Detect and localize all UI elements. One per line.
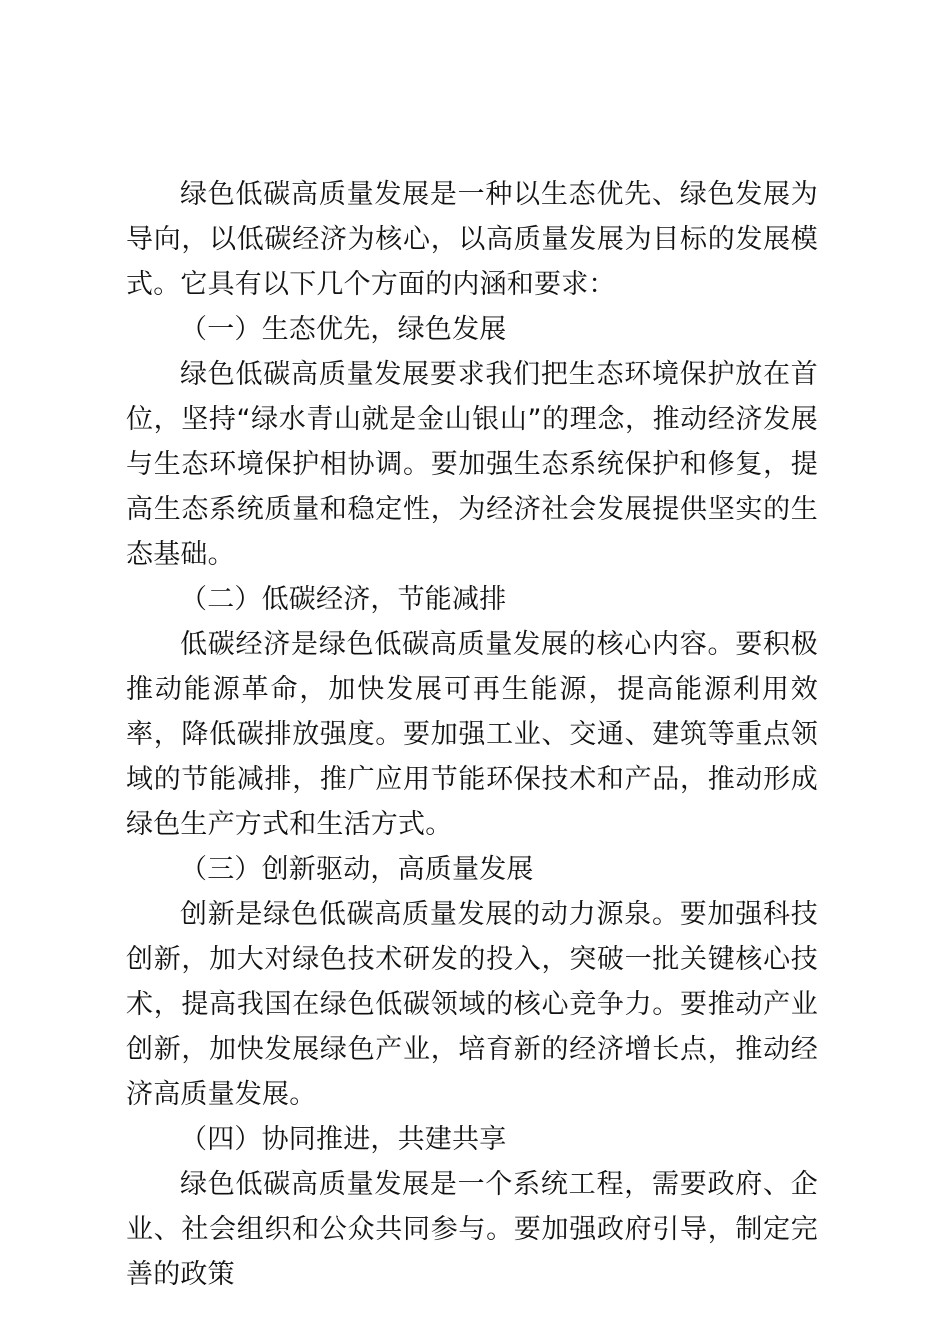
- section-heading-3: （三）创新驱动，高质量发展: [180, 854, 534, 885]
- section-heading-2: （二）低碳经济，节能减排: [180, 584, 507, 615]
- paragraph-ecology: 绿色低碳高质量发展要求我们把生态环境保护放在首位，坚持“绿水青山就是金山银山”的理念，推动经济发展与生态环境保护相协调。要加强生态系统保护和修复，提高生态系统质量和稳定性，为经济社会发展提供坚实的生态基础。: [126, 359, 818, 570]
- section-heading-4: （四）协同推进，共建共享: [180, 1124, 507, 1155]
- section-heading-1: （一）生态优先，绿色发展: [180, 314, 507, 345]
- paragraph-innovation: 创新是绿色低碳高质量发展的动力源泉。要加强科技创新，加大对绿色技术研发的投入，突破一批关键核心技术，提高我国在绿色低碳领域的核心竞争力。要推动产业创新，加快发展绿色产业，培育新的经济增长点，推动经济高质量发展。: [126, 899, 818, 1110]
- paragraph-collaboration: 绿色低碳高质量发展是一个系统工程，需要政府、企业、社会组织和公众共同参与。要加强政府引导，制定完善的政策: [126, 1169, 818, 1290]
- document-body: [126, 172, 818, 1297]
- paragraph-low-carbon: 低碳经济是绿色低碳高质量发展的核心内容。要积极推动能源革命，加快发展可再生能源，提高能源利用效率，降低碳排放强度。要加强工业、交通、建筑等重点领域的节能减排，推广应用节能环保技术和产品，推动形成绿色生产方式和生活方式。: [126, 629, 818, 840]
- paragraph-intro: 绿色低碳高质量发展是一种以生态优先、绿色发展为导向，以低碳经济为核心，以高质量发展为目标的发展模式。它具有以下几个方面的内涵和要求：: [126, 179, 818, 300]
